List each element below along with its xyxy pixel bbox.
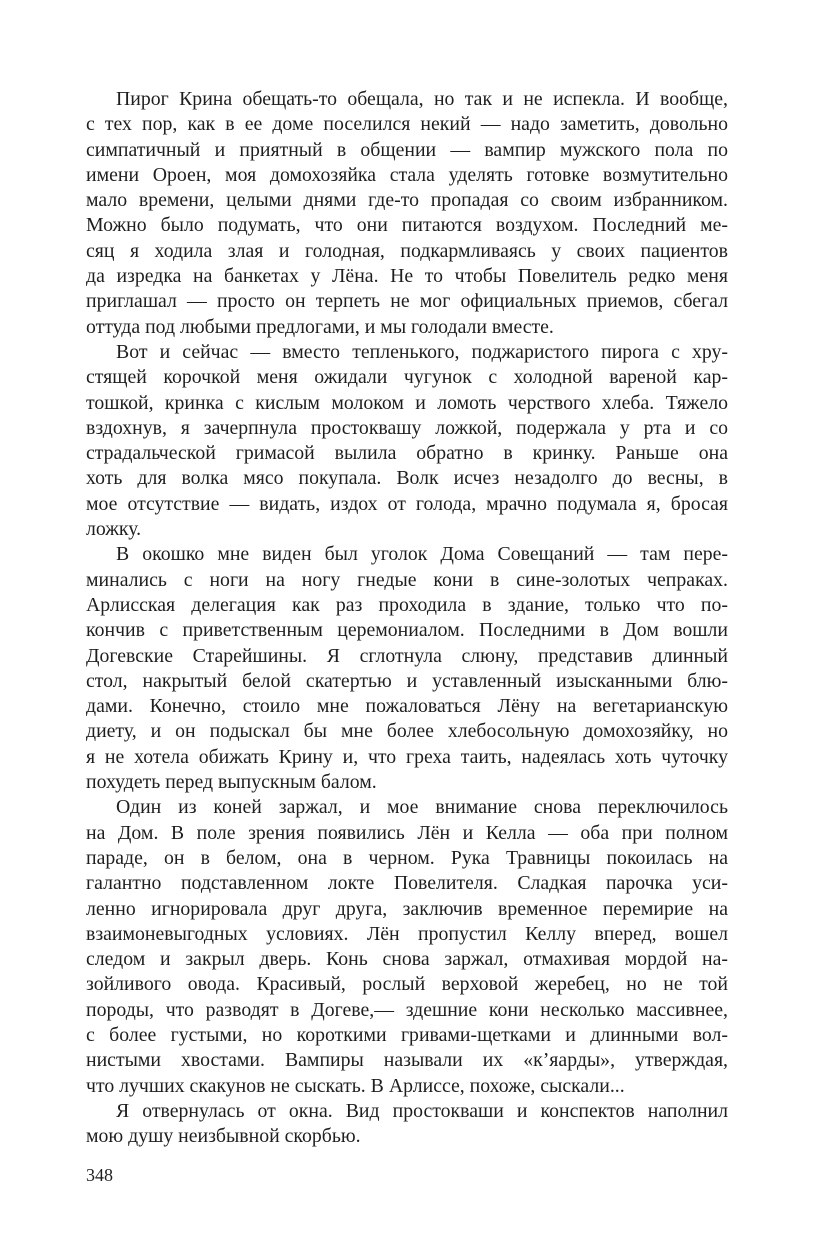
- text-line: хоть для волка мясо покупала. Волк исчез незадолго до весны, в: [86, 467, 728, 490]
- text-line: Догевские Старейшины. Я сглотнула слюну, представив длинный: [86, 644, 728, 667]
- text-line: Пирог Крина обещать-то обещала, но так и не испекла. И вообще,: [116, 88, 728, 110]
- text-line: диету, и он подыскал бы мне более хлебосольную домохозяйку, но: [86, 720, 728, 743]
- text-line: породы, что разводят в Догеве,— здешние кони несколько массивнее,: [86, 998, 728, 1021]
- text-line: стящей корочкой меня ожидали чугунок с холодной вареной кар-: [86, 366, 728, 389]
- text-line: дами. Конечно, стоило мне пожаловаться Лёну на вегетарианскую: [86, 695, 728, 718]
- text-line: мое отсутствие — видать, издох от голода, мрачно подумала я, бросая: [86, 492, 728, 515]
- text-line: симпатичный и приятный в общении — вампир мужского пола по: [86, 138, 728, 161]
- paragraph: [86, 795, 728, 1099]
- text-line: параде, он в белом, она в черном. Рука Травницы покоилась на: [86, 846, 728, 869]
- text-line: на Дом. В поле зрения появились Лён и Келла — оба при полном: [86, 821, 728, 844]
- text-line: зойливого овода. Красивый, рослый верховой жеребец, но не той: [86, 973, 728, 996]
- text-line: галантно подставленном локте Повелителя. Сладкая парочка уси-: [86, 872, 728, 895]
- text-line: что лучших скакунов не сыскать. В Арлиссе, похоже, сыскали...: [86, 1074, 625, 1097]
- text-line: тошкой, кринка с кислым молоком и ломоть черствого хлеба. Тяжело: [86, 391, 728, 414]
- paragraph: [86, 542, 728, 795]
- text-line: следом и закрыл дверь. Конь снова заржал, отмахивая мордой на-: [86, 948, 728, 971]
- text-line: похудеть перед выпускным балом.: [86, 771, 377, 794]
- paragraph: [86, 340, 728, 542]
- text-line: ленно игнорировала друг друга, заключив временное перемирие на: [86, 897, 728, 920]
- text-line: вздохнув, я зачерпнула простоквашу ложкой, подержала у рта и со: [86, 416, 728, 439]
- text-line: ложку.: [86, 518, 142, 541]
- text-line: страдальческой гримасой вылила обратно в кринку. Раньше она: [86, 442, 728, 465]
- text-line: приглашал — просто он терпеть не мог официальных приемов, сбегал: [86, 290, 728, 313]
- text-line: имени Ороен, моя домохозяйка стала уделять готовке возмутительно: [86, 163, 728, 186]
- text-line: да изредка на банкетах у Лёна. Не то чтобы Повелитель редко меня: [86, 265, 728, 288]
- page-number: 348: [86, 1165, 113, 1185]
- text-line: с тех пор, как в ее доме поселился некий — надо заметить, довольно: [86, 113, 728, 136]
- text-line: Арлисская делегация как раз проходила в здание, только что по-: [86, 593, 728, 616]
- text-line: стол, накрытый белой скатертью и уставленный изысканными блю-: [86, 669, 728, 692]
- text-line: оттуда под любыми предлогами, и мы голодали вместе.: [86, 315, 554, 338]
- text-line: мало времени, целыми днями где-то пропадая со своим избранником.: [86, 189, 728, 212]
- text-line: мою душу неизбывной скорбью.: [86, 1125, 361, 1148]
- text-line: кончив с приветственным церемониалом. Последними в Дом вошли: [86, 619, 728, 642]
- text-line: Вот и сейчас — вместо тепленького, поджаристого пирога с хру-: [116, 340, 728, 363]
- paragraph: [86, 1099, 728, 1150]
- text-line: минались с ноги на ногу гнедые кони в сине-золотых чепраках.: [86, 568, 728, 591]
- text-line: В окошко мне виден был уголок Дома Совещаний — там пере-: [116, 543, 728, 566]
- text-line: нистыми хвостами. Вампиры называли их «к’яарды», утверждая,: [86, 1049, 728, 1072]
- paragraph: [86, 87, 728, 340]
- text-line: Я отвернулась от окна. Вид простокваши и конспектов наполнил: [116, 1099, 728, 1122]
- text-line: Один из коней заржал, и мое внимание снова переключилось: [116, 796, 728, 819]
- text-line: взаимоневыгодных условиях. Лён пропустил Келлу вперед, вошел: [86, 922, 728, 945]
- text-line: Можно было подумать, что они питаются воздухом. Последний ме-: [86, 214, 728, 237]
- text-line: с более густыми, но короткими гривами-щетками и длинными вол-: [86, 1023, 728, 1046]
- text-line: я не хотела обижать Крину и, что греха таить, надеялась хоть чуточку: [86, 745, 728, 768]
- book-page-text: [86, 87, 728, 1149]
- text-line: сяц я ходила злая и голодная, подкармливаясь у своих пациентов: [86, 239, 728, 262]
